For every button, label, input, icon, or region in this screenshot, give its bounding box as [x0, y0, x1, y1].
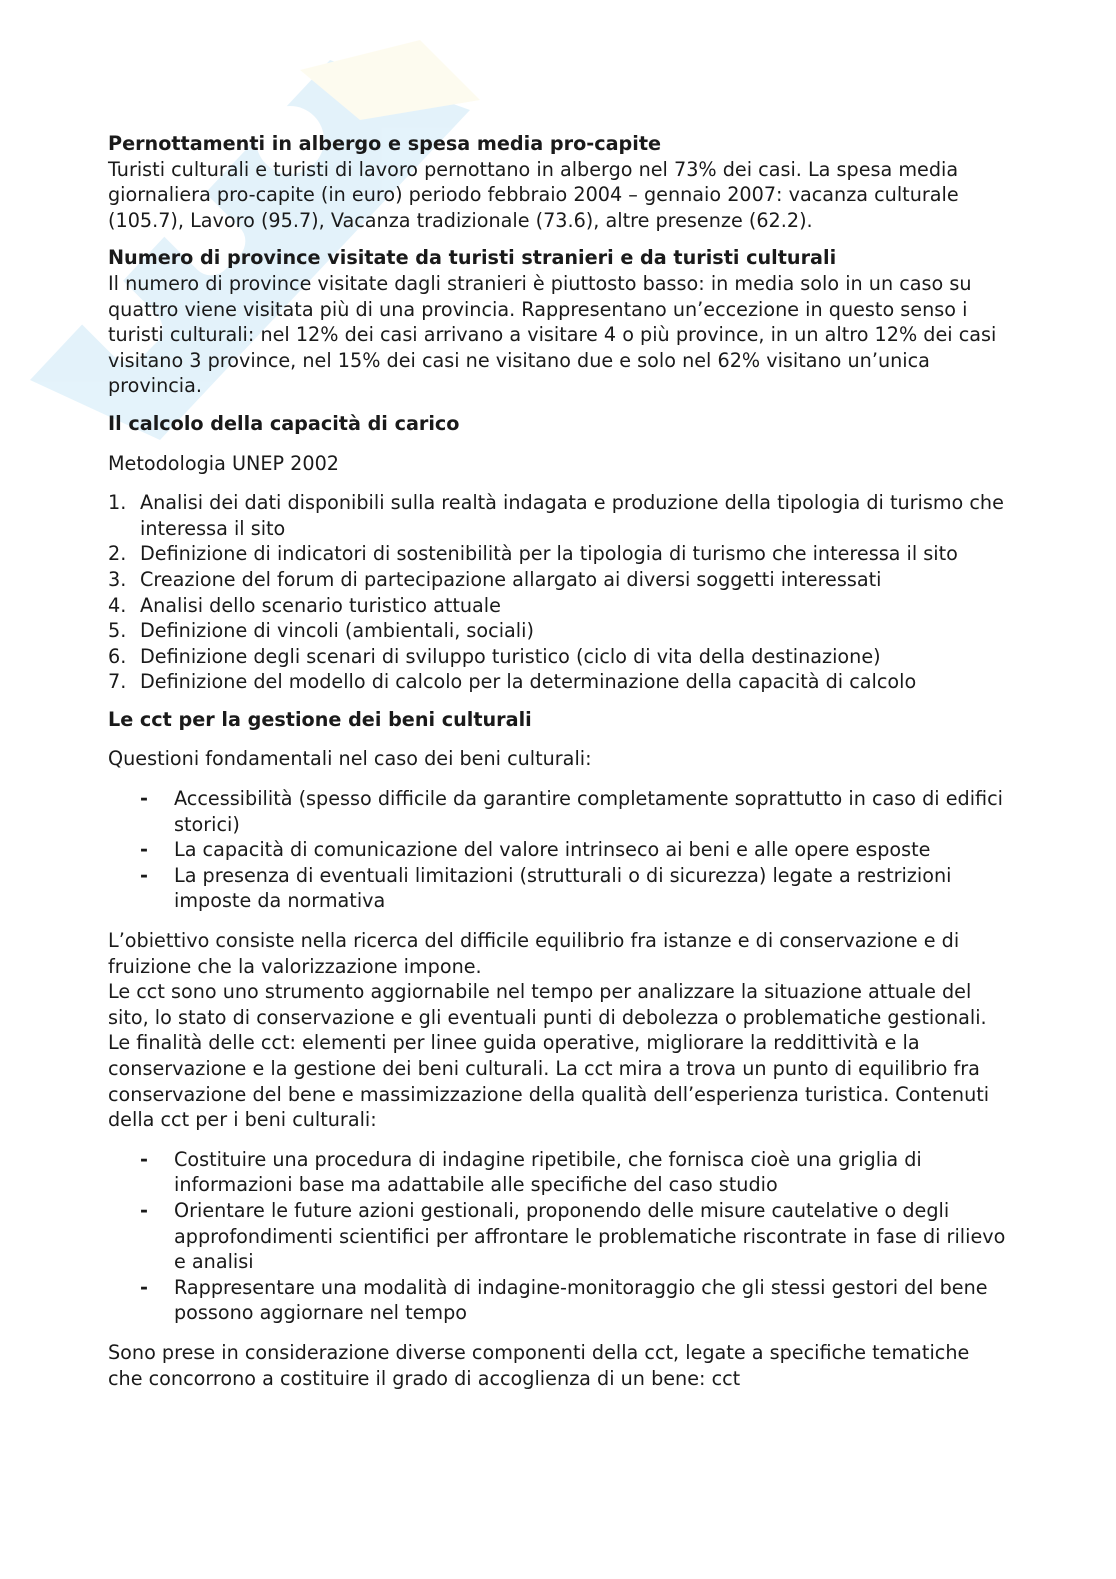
list-item — [108, 786, 1008, 837]
section-intro: Questioni fondamentali nel caso dei beni culturali: — [108, 747, 592, 771]
section-heading: Le cct per la gestione dei beni culturali — [108, 707, 532, 731]
section-heading: Numero di province visitate da turisti stranieri e da turisti culturali — [108, 246, 837, 270]
section-paragraph: Sono prese in considerazione diverse componenti della cct, legate a specifiche tematiche che concorrono a costituire il grado di accoglienza di un bene: cct — [108, 1340, 970, 1390]
list-item-text: Analisi dello scenario turistico attuale — [140, 593, 501, 617]
list-dash: - — [140, 1198, 148, 1222]
list-item-text: Creazione del forum di partecipazione allargato ai diversi soggetti interessati — [140, 567, 882, 591]
list-dash: - — [140, 787, 148, 811]
list-item-text: Rappresentare una modalità di indagine-monitoraggio che gli stessi gestori del bene possono aggiornare nel tempo — [174, 1275, 988, 1325]
list-dash: - — [140, 1147, 148, 1171]
list-number: 3. — [108, 567, 127, 591]
list-item-text: Accessibilità (spesso difficile da garantire completamente soprattutto in caso di edifici storici) — [174, 787, 1003, 836]
bullet-list — [108, 1147, 1008, 1326]
bullet-list — [108, 786, 1008, 914]
list-item — [108, 541, 1008, 567]
list-item — [108, 618, 1008, 644]
list-number: 5. — [108, 619, 127, 643]
methodology-subtitle: Metodologia UNEP 2002 — [108, 451, 339, 475]
list-dash: - — [140, 1275, 148, 1299]
list-item — [108, 863, 1008, 914]
list-item — [108, 1275, 1008, 1326]
list-item-text: Definizione di indicatori di sostenibilità per la tipologia di turismo che interessa il sito — [140, 542, 958, 566]
list-item — [108, 1147, 1008, 1198]
list-dash: - — [140, 838, 148, 862]
list-item-text: Definizione degli scenari di sviluppo turistico (ciclo di vita della destinazione) — [140, 644, 881, 668]
section-paragraph: L’obiettivo consiste nella ricerca del difficile equilibrio fra istanze e di conservazione e di fruizione che la valorizzazione impone. — [108, 929, 960, 978]
list-item — [108, 837, 1008, 863]
list-item — [108, 567, 1008, 593]
section-paragraph: Turisti culturali e turisti di lavoro pernottano in albergo nel 73% dei casi. La spesa media giornaliera pro-capite (in euro) periodo febbraio 2004 – gennaio 2007: vacanza culturale (105.7), Lavoro (95.7), Vacanza tradizionale (73.6), altre presenze (62.2). — [108, 157, 959, 232]
list-number: 7. — [108, 670, 127, 694]
list-item-text: Definizione del modello di calcolo per la determinazione della capacità di calcolo — [140, 670, 917, 694]
section-paragraph: Le cct sono uno strumento aggiornabile nel tempo per analizzare la situazione attuale del sito, lo stato di conservazione e gli eventuali punti di debolezza o problematiche gestionali. Le finalità delle cct: elementi per linee guida operative, migliorare la reddittività e la conservazione e la gestione dei beni culturali. La cct mira a trova un punto di equilibrio fra conservazione del bene e massimizzazione della qualità dell’esperienza turistica. Contenuti della cct per i beni culturali: — [108, 980, 990, 1132]
list-number: 4. — [108, 593, 127, 617]
section-heading: Il calcolo della capacità di carico — [108, 411, 460, 435]
list-item — [108, 1198, 1008, 1275]
list-item-text: Costituire una procedura di indagine ripetibile, che fornisca cioè una griglia di informazioni base ma adattabile alle specifiche del caso studio — [174, 1147, 922, 1197]
list-item-text: Orientare le future azioni gestionali, proponendo delle misure cautelative o degli approfondimenti scientifici per affrontare le problematiche riscontrate in fase di rilievo e analisi — [174, 1198, 1006, 1274]
list-item-text: La presenza di eventuali limitazioni (strutturali o di sicurezza) legate a restrizioni imposte da normativa — [174, 863, 952, 913]
list-item-text: Analisi dei dati disponibili sulla realtà indagata e produzione della tipologia di turismo che interessa il sito — [140, 491, 1004, 540]
list-number: 2. — [108, 542, 127, 566]
section-paragraph: Il numero di province visitate dagli stranieri è piuttosto basso: in media solo in un caso su quattro viene visitata più di una provincia. Rappresentano un’eccezione in questo senso i turisti culturali: nel 12% dei casi arrivano a visitare 4 o più province, in un altro 12% dei casi visitano 3 province, nel 15% dei casi ne visitano due e solo nel 62% visitano un’unica provincia. — [108, 271, 997, 398]
list-dash: - — [140, 863, 148, 887]
list-number: 6. — [108, 644, 127, 668]
list-item — [108, 593, 1008, 619]
document-page — [108, 131, 1008, 1391]
list-number: 1. — [108, 491, 127, 515]
list-item-text: Definizione di vincoli (ambientali, sociali) — [140, 619, 534, 643]
list-item-text: La capacità di comunicazione del valore intrinseco ai beni e alle opere esposte — [174, 838, 931, 862]
section-heading: Pernottamenti in albergo e spesa media pro-capite — [108, 132, 662, 155]
list-item — [108, 669, 1008, 695]
list-item — [108, 490, 1008, 541]
numbered-list — [108, 490, 1008, 695]
list-item — [108, 644, 1008, 670]
